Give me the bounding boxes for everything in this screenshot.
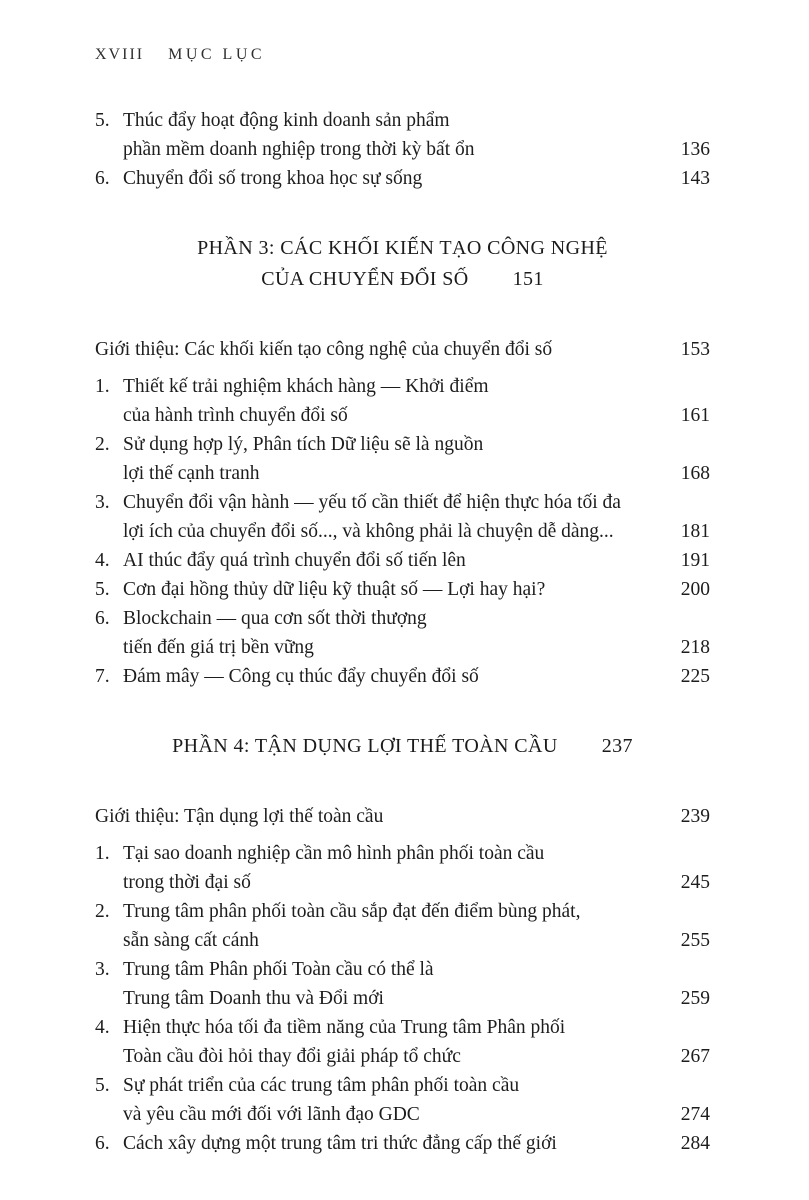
toc-entry-line <box>95 604 710 633</box>
entry-number: 4. <box>95 550 110 571</box>
entry-title: Trung tâm Phân phối Toàn cầu có thể là <box>123 959 434 980</box>
entry-number: 5. <box>95 110 110 131</box>
toc-entry-line <box>95 1013 710 1042</box>
entry-title: Cơn đại hồng thủy dữ liệu kỹ thuật số — Lợi hay hại? <box>123 579 546 600</box>
toc-entry-line <box>95 135 710 164</box>
toc-entry <box>95 662 710 691</box>
entry-title: Chuyển đổi số trong khoa học sự sống <box>123 168 423 189</box>
toc-entry <box>95 488 710 546</box>
toc-entry-line <box>95 430 710 459</box>
toc-entry <box>95 575 710 604</box>
toc-entry-line <box>95 1071 710 1100</box>
entry-title: Trung tâm phân phối toàn cầu sắp đạt đến điểm bùng phát, <box>123 901 581 922</box>
toc-entry-line <box>95 802 710 831</box>
entry-page-number: 284 <box>680 1133 710 1154</box>
toc-entry-line <box>95 575 710 604</box>
toc-entry-line <box>95 839 710 868</box>
entry-title: trong thời đại số <box>123 872 251 893</box>
toc-entry-line <box>95 984 710 1013</box>
entry-title: AI thúc đẩy quá trình chuyển đổi số tiến lên <box>123 550 466 571</box>
toc-entry <box>95 802 710 831</box>
table-of-contents <box>95 106 710 1158</box>
entry-page-number: 225 <box>680 666 710 687</box>
entry-number: 5. <box>95 579 110 600</box>
entry-page-number: 245 <box>680 872 710 893</box>
entry-page-number: 200 <box>680 579 710 600</box>
section-heading-line <box>95 264 710 295</box>
toc-entry <box>95 1013 710 1071</box>
toc-entry-line <box>95 517 710 546</box>
section-heading-line <box>95 233 710 264</box>
section-heading-text: PHẦN 4: TẬN DỤNG LỢI THẾ TOÀN CẦU <box>172 735 558 757</box>
entry-number: 3. <box>95 492 110 513</box>
entry-page-number: 255 <box>680 930 710 951</box>
entry-title: của hành trình chuyển đổi số <box>123 405 348 426</box>
entry-title: Giới thiệu: Các khối kiến tạo công nghệ của chuyển đổi số <box>95 339 553 360</box>
entry-number: 5. <box>95 1075 110 1096</box>
entry-page-number: 153 <box>680 339 710 360</box>
entry-title: phần mềm doanh nghiệp trong thời kỳ bất ổn <box>123 139 475 160</box>
section-page-number: 151 <box>512 268 544 290</box>
toc-entry-line <box>95 1100 710 1129</box>
entry-title: Trung tâm Doanh thu và Đổi mới <box>123 988 384 1009</box>
toc-entry-line <box>95 926 710 955</box>
toc-entry-line <box>95 633 710 662</box>
entry-title: Hiện thực hóa tối đa tiềm năng của Trung tâm Phân phối <box>123 1017 566 1038</box>
toc-entry-line <box>95 459 710 488</box>
toc-entry-line <box>95 401 710 430</box>
toc-entry-line <box>95 372 710 401</box>
entry-number: 2. <box>95 434 110 455</box>
entry-title: Đám mây — Công cụ thúc đẩy chuyển đổi số <box>123 666 479 687</box>
section-page-number: 237 <box>601 735 633 757</box>
entry-page-number: 274 <box>680 1104 710 1125</box>
page-folio: XVIII <box>95 46 145 63</box>
entry-title: Giới thiệu: Tận dụng lợi thế toàn cầu <box>95 806 384 827</box>
entry-title: lợi thế cạnh tranh <box>123 463 260 484</box>
entry-title: Tại sao doanh nghiệp cần mô hình phân phối toàn cầu <box>123 843 545 864</box>
entry-number: 4. <box>95 1017 110 1038</box>
section-heading <box>95 233 710 295</box>
section-heading <box>95 731 710 762</box>
entry-number: 6. <box>95 1133 110 1154</box>
entry-number: 1. <box>95 376 110 397</box>
entry-number: 7. <box>95 666 110 687</box>
entry-page-number: 191 <box>680 550 710 571</box>
toc-entry <box>95 1071 710 1129</box>
toc-entry-line <box>95 1129 710 1158</box>
toc-entry-line <box>95 868 710 897</box>
toc-entry <box>95 839 710 897</box>
entry-title: Thúc đẩy hoạt động kinh doanh sản phẩm <box>123 110 450 131</box>
entry-page-number: 161 <box>680 405 710 426</box>
toc-entry-line <box>95 106 710 135</box>
entry-page-number: 267 <box>680 1046 710 1067</box>
toc-entry-line <box>95 897 710 926</box>
entry-number: 1. <box>95 843 110 864</box>
entry-title: Cách xây dựng một trung tâm tri thức đẳng cấp thế giới <box>123 1133 557 1154</box>
entry-number: 2. <box>95 901 110 922</box>
entry-number: 3. <box>95 959 110 980</box>
entry-title: Blockchain — qua cơn sốt thời thượng <box>123 608 427 629</box>
entry-page-number: 181 <box>680 521 710 542</box>
entry-title: Toàn cầu đòi hỏi thay đổi giải pháp tổ chức <box>123 1046 461 1067</box>
toc-entry <box>95 335 710 364</box>
toc-entry-line <box>95 164 710 193</box>
toc-entry <box>95 897 710 955</box>
toc-entry-line <box>95 955 710 984</box>
running-header <box>95 46 710 64</box>
entry-page-number: 143 <box>680 168 710 189</box>
toc-entry-line <box>95 546 710 575</box>
entry-page-number: 239 <box>680 806 710 827</box>
entry-title: Sử dụng hợp lý, Phân tích Dữ liệu sẽ là nguồn <box>123 434 484 455</box>
toc-entry-line <box>95 662 710 691</box>
entry-number: 6. <box>95 608 110 629</box>
entry-title: sẵn sàng cất cánh <box>123 930 259 951</box>
toc-entry-line <box>95 335 710 364</box>
entry-title: Sự phát triển của các trung tâm phân phối toàn cầu <box>123 1075 520 1096</box>
toc-entry <box>95 604 710 662</box>
toc-entry <box>95 546 710 575</box>
entry-page-number: 218 <box>680 637 710 658</box>
entry-title: tiến đến giá trị bền vững <box>123 637 314 658</box>
toc-entry <box>95 430 710 488</box>
section-heading-text: PHẦN 3: CÁC KHỐI KIẾN TẠO CÔNG NGHỆ <box>197 237 608 259</box>
entry-title: và yêu cầu mới đối với lãnh đạo GDC <box>123 1104 420 1125</box>
entry-title: Chuyển đổi vận hành — yếu tố cần thiết để hiện thực hóa tối đa <box>123 492 621 513</box>
toc-entry <box>95 106 710 164</box>
entry-page-number: 168 <box>680 463 710 484</box>
toc-entry <box>95 1129 710 1158</box>
toc-entry-line <box>95 488 710 517</box>
running-title: MỤC LỤC <box>168 46 266 63</box>
entry-page-number: 136 <box>680 139 710 160</box>
entry-number: 6. <box>95 168 110 189</box>
entry-title: lợi ích của chuyển đổi số..., và không phải là chuyện dễ dàng... <box>123 521 614 542</box>
toc-entry-line <box>95 1042 710 1071</box>
entry-title: Thiết kế trải nghiệm khách hàng — Khởi điểm <box>123 376 489 397</box>
toc-entry <box>95 372 710 430</box>
entry-page-number: 259 <box>680 988 710 1009</box>
section-heading-line <box>95 731 710 762</box>
section-heading-text: CỦA CHUYỂN ĐỔI SỐ <box>261 268 469 290</box>
toc-entry <box>95 955 710 1013</box>
toc-entry <box>95 164 710 193</box>
